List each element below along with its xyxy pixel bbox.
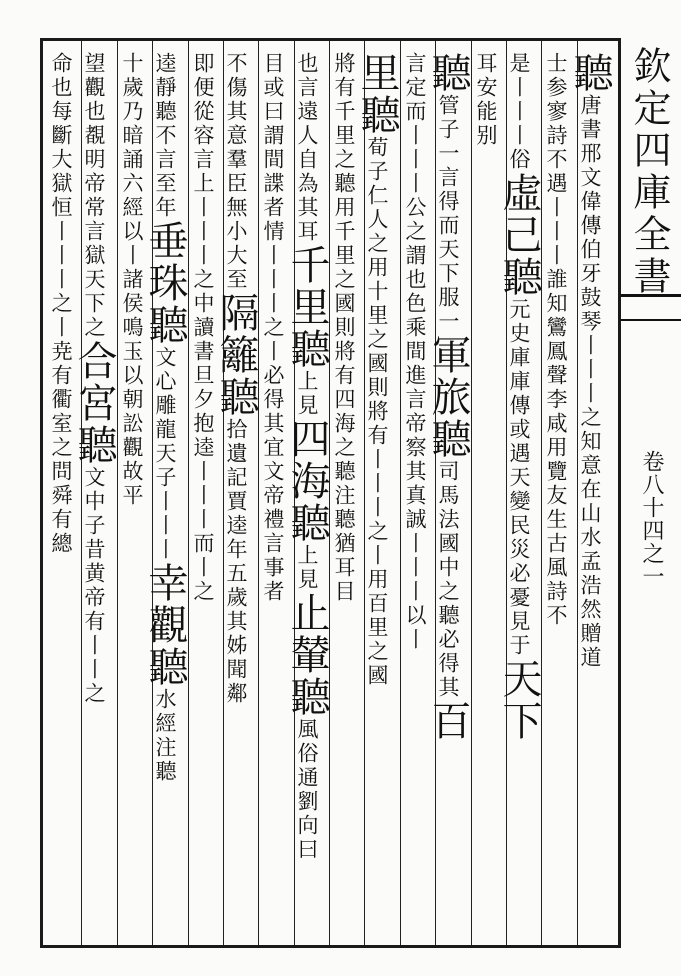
headword: 天下 (496, 658, 542, 742)
banxin-title: 欽定四庫全書 (627, 46, 671, 298)
text-column (567, 52, 613, 932)
commentary-text: 不傷其意羣臣無小大至 (224, 52, 248, 292)
headword: 聽 (567, 52, 613, 94)
commentary-text: 荀子仁人之用十里之國則將有丨丨丨之丨用百里之國 (365, 136, 389, 688)
text-column (258, 52, 293, 932)
headword: 幸觀聽 (142, 562, 188, 688)
banxin-volume: 卷八十四之一 (639, 450, 664, 588)
text-column (284, 52, 330, 932)
commentary-text: 水經注聽 (153, 688, 177, 784)
text-column (213, 52, 259, 932)
commentary-text: 管子一言得而天下服一 (436, 94, 460, 334)
headword: 四海聽 (284, 418, 330, 544)
commentary-text: 是丨丨丨俗 (507, 52, 531, 172)
commentary-text: 耳安能别 (474, 52, 498, 148)
fishtail-mark (621, 294, 681, 321)
commentary-text: 士参寥詩不遇丨丨丨誰知鸞鳳聲李咸用覽友生古風詩不 (544, 52, 568, 628)
commentary-text: 拾遺記賈逵年五歲其姊聞鄰 (224, 418, 248, 706)
headword: 虛己聽 (496, 172, 542, 298)
text-column (541, 52, 576, 932)
commentary-text: 望觀也覩明帝常言獄天下之 (82, 52, 106, 340)
commentary-text: 即便從容言上丨丨丨之 (191, 52, 215, 292)
text-column (46, 52, 81, 932)
headword: 垂珠聽 (142, 220, 188, 346)
headword: 聽 (425, 52, 471, 94)
headword: 軍旅聽 (425, 334, 471, 460)
commentary-text: 風俗通劉向曰 (295, 718, 319, 862)
text-column (71, 52, 117, 932)
commentary-text: 以丨諸侯鳴玉以朝 (120, 220, 144, 412)
commentary-text: 中讀書旦夕抱逵丨丨丨而丨之 (191, 292, 215, 604)
text-column (496, 52, 542, 932)
text-column (329, 52, 364, 932)
headword: 百 (425, 700, 471, 742)
commentary-text: 丨尭有衢室之問舜有總 (49, 316, 73, 556)
commentary-text: 元史庫庫傳或遇天變民災必憂見于 (507, 298, 531, 658)
commentary-text: 司馬法國中之聽必得其 (436, 460, 460, 700)
commentary-text: 十歲乃暗誦六經 (120, 52, 144, 220)
commentary-text: 文心雕龍天子丨丨丨 (153, 346, 177, 562)
banxin-center-strip (621, 38, 681, 948)
commentary-text: 上見 (295, 370, 319, 418)
commentary-text: 言定而丨丨丨公之謂也 (403, 52, 427, 292)
text-column (400, 52, 435, 932)
commentary-text: 目或曰謂間諜者 (261, 52, 285, 220)
commentary-text: 逵靜聽不言至年 (153, 52, 177, 220)
commentary-text: 色乘間進言帝察其真誠丨丨丨以丨 (403, 292, 427, 652)
headword: 合宮聽 (71, 340, 117, 466)
commentary-text: 命也每斷大獄恒丨丨丨之 (49, 52, 73, 316)
text-column (117, 52, 152, 932)
commentary-text: 情丨丨丨之丨必得其宜 (261, 220, 285, 460)
headword: 千里聽 (284, 244, 330, 370)
text-column (142, 52, 188, 932)
commentary-text: 訟觀故平 (120, 412, 144, 508)
headword: 里聽 (354, 52, 400, 136)
commentary-text: 唐書邢文偉傳伯牙鼓琴丨丨丨之知意在山水孟浩然贈道 (578, 94, 602, 670)
commentary-text: 文中子昔黄帝有丨丨之 (82, 466, 106, 706)
headword: 止輦聽 (284, 592, 330, 718)
commentary-text: 將有千里之聽用千里之國則將有四海之聽注聽猶耳目 (332, 52, 356, 604)
text-column (471, 52, 506, 932)
text-column (354, 52, 400, 932)
text-column (425, 52, 471, 932)
text-column (188, 52, 223, 932)
headword: 隔籬聽 (213, 292, 259, 418)
commentary-text: 也言遠人自為其耳 (295, 52, 319, 244)
commentary-text: 上見 (295, 544, 319, 592)
commentary-text: 文帝禮言事者 (261, 460, 285, 604)
